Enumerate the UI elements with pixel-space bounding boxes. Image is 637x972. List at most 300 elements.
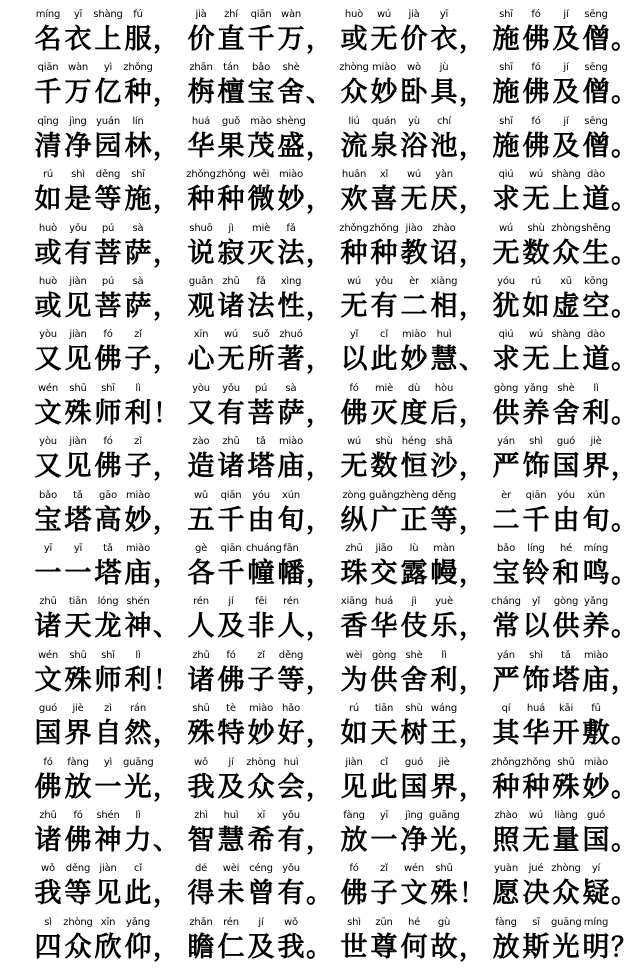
char-cell <box>216 648 246 698</box>
pinyin-annotation: yǒu <box>375 276 393 287</box>
char-cell <box>186 381 216 431</box>
char-cell <box>369 488 399 538</box>
char-cell <box>429 648 459 698</box>
pinyin-annotation: jì <box>411 596 417 607</box>
hanzi-character: 明 <box>582 932 610 963</box>
char-cell <box>429 114 459 164</box>
pinyin-annotation: shī <box>131 169 145 180</box>
pinyin-annotation: cǐ <box>134 863 142 874</box>
pinyin-annotation: zǐ <box>257 650 265 661</box>
hanzi-character: 珠 <box>340 558 368 589</box>
char-cell <box>581 7 611 57</box>
char-cell <box>369 701 399 751</box>
char-cell <box>63 594 93 644</box>
hanzi-character: 塔 <box>94 558 122 589</box>
char-cell <box>246 541 282 591</box>
char-cell <box>339 274 369 324</box>
hanzi-character: 无 <box>522 344 550 375</box>
hanzi-character: 上 <box>552 184 580 215</box>
pinyin-annotation: miào <box>249 703 273 714</box>
punctuation-mark: 。 <box>611 185 637 215</box>
hanzi-character: 广 <box>370 505 398 536</box>
hanzi-character: 养 <box>522 398 550 429</box>
hanzi-character: 宝 <box>34 505 62 536</box>
char-cell <box>33 274 63 324</box>
pinyin-annotation: lì <box>135 650 141 661</box>
hanzi-character: 种 <box>124 77 152 108</box>
hanzi-character: 施 <box>492 131 520 162</box>
char-cell <box>33 7 63 57</box>
hanzi-character: 以 <box>522 611 550 642</box>
hanzi-character: 世 <box>340 932 368 963</box>
hanzi-character: 僧 <box>582 24 610 55</box>
char-cell <box>93 808 123 858</box>
pinyin-annotation: zì <box>104 703 112 714</box>
pinyin-annotation: shū <box>69 650 87 661</box>
char-cell <box>63 114 93 164</box>
hanzi-character: 一 <box>370 825 398 856</box>
pinyin-annotation: yī <box>43 543 53 554</box>
hanzi-character: 利 <box>582 398 610 429</box>
pinyin-annotation: yì <box>103 757 113 768</box>
pinyin-annotation: wò <box>407 62 421 73</box>
pinyin-annotation: wǒ <box>41 863 55 874</box>
hanzi-character: 我 <box>277 932 305 963</box>
punctuation-mark: ！ <box>459 879 486 909</box>
hanzi-character: 及 <box>247 932 275 963</box>
punctuation-mark: ， <box>153 25 180 55</box>
char-cell <box>551 381 581 431</box>
hanzi-character: 数 <box>522 238 550 269</box>
pinyin-annotation: yuàn <box>494 863 518 874</box>
verse-line <box>0 861 637 914</box>
punctuation-mark: ， <box>153 78 180 108</box>
hanzi-character: 施 <box>492 24 520 55</box>
punctuation-mark: ， <box>153 933 180 963</box>
hanzi-character: 何 <box>400 932 428 963</box>
pinyin-annotation: qiú <box>498 169 514 180</box>
char-cell <box>581 488 611 538</box>
punctuation-mark: 。 <box>611 239 637 269</box>
char-cell <box>521 808 551 858</box>
hanzi-character: 妙 <box>277 184 305 215</box>
punctuation-mark: ， <box>153 559 180 589</box>
char-cell <box>216 114 246 164</box>
hanzi-character: 饰 <box>522 665 550 696</box>
pinyin-annotation: jí <box>563 62 569 73</box>
char-cell <box>246 808 276 858</box>
hanzi-character: 文 <box>34 398 62 429</box>
pinyin-annotation: zhǒng <box>521 757 551 768</box>
pinyin-annotation: quán <box>371 116 397 127</box>
pinyin-annotation: shàng <box>551 169 581 180</box>
char-cell <box>581 701 611 751</box>
pinyin-annotation: zhǒng <box>123 62 153 73</box>
punctuation-mark: 。 <box>611 292 637 322</box>
pinyin-annotation: xīn <box>100 917 116 928</box>
char-cell <box>491 541 521 591</box>
pinyin-annotation: qiān <box>250 9 272 20</box>
hanzi-character: 千 <box>34 77 62 108</box>
hanzi-character: 常 <box>492 611 520 642</box>
hanzi-character: 仁 <box>217 932 245 963</box>
hanzi-character: 严 <box>492 665 520 696</box>
char-cell <box>246 60 276 110</box>
pinyin-annotation: miè <box>374 383 394 394</box>
char-cell <box>216 808 246 858</box>
punctuation-mark: 、 <box>153 612 180 642</box>
char-cell <box>339 541 369 591</box>
hanzi-character: 后 <box>430 398 458 429</box>
punctuation-mark: ， <box>153 292 180 322</box>
hanzi-character: 檀 <box>217 77 245 108</box>
pinyin-annotation: fū <box>591 703 601 714</box>
char-cell <box>429 915 459 965</box>
hanzi-character: 佛 <box>522 131 550 162</box>
pinyin-annotation: bǎo <box>39 490 57 501</box>
hanzi-character: 如 <box>34 184 62 215</box>
pinyin-annotation: lù <box>409 543 419 554</box>
char-cell <box>216 861 246 911</box>
pinyin-annotation: wēi <box>252 169 270 180</box>
punctuation-mark: ， <box>459 773 486 803</box>
char-cell <box>186 274 216 324</box>
punctuation-mark: ！ <box>153 666 180 696</box>
hanzi-character: 性 <box>277 291 305 322</box>
pinyin-annotation: yóu <box>252 490 270 501</box>
char-cell <box>581 861 611 911</box>
hanzi-character: 无 <box>340 451 368 482</box>
char-cell <box>339 167 369 217</box>
hanzi-character: 或 <box>340 24 368 55</box>
punctuation-mark: ， <box>153 239 180 269</box>
hanzi-character: 利 <box>430 665 458 696</box>
hanzi-character: 愿 <box>492 878 520 909</box>
char-cell <box>33 381 63 431</box>
char-cell <box>491 114 521 164</box>
hanzi-character: 界 <box>430 772 458 803</box>
pinyin-annotation: líng <box>527 543 545 554</box>
punctuation-mark: ， <box>459 239 486 269</box>
hanzi-character: 一 <box>64 558 92 589</box>
pinyin-annotation: shè <box>282 62 300 73</box>
hanzi-character: 有 <box>277 825 305 856</box>
punctuation-mark: 、 <box>153 826 180 856</box>
hanzi-character: 有 <box>217 398 245 429</box>
char-cell <box>399 327 429 377</box>
pinyin-annotation: shū <box>69 383 87 394</box>
char-cell <box>339 648 369 698</box>
char-cell <box>581 221 611 271</box>
char-cell <box>369 60 399 110</box>
pinyin-annotation: sēng <box>584 116 608 127</box>
char-cell <box>551 7 581 57</box>
pinyin-annotation: rán <box>130 703 146 714</box>
pinyin-annotation: guāng <box>551 917 582 928</box>
pinyin-annotation: shì <box>529 436 543 447</box>
hanzi-character: 子 <box>370 878 398 909</box>
char-cell <box>33 327 63 377</box>
hanzi-character: 或 <box>34 238 62 269</box>
pinyin-annotation: guó <box>38 703 58 714</box>
pinyin-annotation: tiān <box>68 596 88 607</box>
hanzi-character: 仰 <box>124 932 152 963</box>
pinyin-annotation: lì <box>135 383 141 394</box>
hanzi-character: 盛 <box>277 131 305 162</box>
char-cell <box>551 755 581 805</box>
pinyin-annotation: dù <box>407 383 421 394</box>
hanzi-character: 慧 <box>430 344 458 375</box>
hanzi-character: 无 <box>217 344 245 375</box>
hanzi-character: 佛 <box>64 825 92 856</box>
char-cell <box>186 808 216 858</box>
hanzi-character: 妙 <box>582 772 610 803</box>
char-cell <box>33 755 63 805</box>
punctuation-mark: ！ <box>153 399 180 429</box>
pinyin-annotation: fó <box>531 62 541 73</box>
char-cell <box>399 755 429 805</box>
hanzi-character: 乐 <box>430 611 458 642</box>
char-cell <box>63 808 93 858</box>
hanzi-character: 茂 <box>247 131 275 162</box>
pinyin-annotation: shā <box>435 436 453 447</box>
verse-line <box>0 381 637 434</box>
char-cell <box>581 167 611 217</box>
pinyin-annotation: èr <box>409 276 419 287</box>
pinyin-annotation: jiàn <box>345 757 363 768</box>
hanzi-character: 幢 <box>247 558 275 589</box>
hanzi-character: 旬 <box>582 505 610 536</box>
hanzi-character: 四 <box>34 932 62 963</box>
hanzi-character: 千 <box>217 558 245 589</box>
pinyin-annotation: lì <box>135 810 141 821</box>
char-cell <box>276 861 306 911</box>
hanzi-character: 人 <box>277 611 305 642</box>
char-cell <box>399 114 429 164</box>
pinyin-annotation: wú <box>376 9 392 20</box>
char-cell <box>216 167 246 217</box>
punctuation-mark: ， <box>459 666 486 696</box>
pinyin-annotation: pú <box>101 223 115 234</box>
pinyin-annotation: zòng <box>342 490 366 501</box>
pinyin-annotation: děng <box>65 863 91 874</box>
char-cell <box>581 808 611 858</box>
char-cell <box>246 594 276 644</box>
hanzi-character: 文 <box>400 878 428 909</box>
pinyin-annotation: tǎ <box>561 650 571 661</box>
hanzi-character: 喜 <box>370 184 398 215</box>
pinyin-annotation: shī <box>101 650 115 661</box>
pinyin-annotation: yǒu <box>282 863 300 874</box>
char-cell <box>399 648 429 698</box>
hanzi-character: 见 <box>64 451 92 482</box>
hanzi-character: 及 <box>217 611 245 642</box>
char-cell <box>93 861 123 911</box>
pinyin-annotation: zhǒng <box>339 223 369 234</box>
hanzi-character: 妙 <box>370 77 398 108</box>
char-cell <box>429 274 459 324</box>
char-cell <box>551 808 581 858</box>
pinyin-annotation: tǎ <box>73 490 83 501</box>
char-cell <box>521 541 551 591</box>
char-cell <box>123 167 153 217</box>
pinyin-annotation: sēng <box>584 62 608 73</box>
hanzi-character: 池 <box>430 131 458 162</box>
pinyin-annotation: jí <box>228 596 234 607</box>
char-cell <box>369 755 399 805</box>
punctuation-mark: ， <box>611 666 637 696</box>
pinyin-annotation: huān <box>341 169 367 180</box>
pinyin-annotation: wú <box>528 810 544 821</box>
hanzi-character: 及 <box>552 77 580 108</box>
hanzi-character: 王 <box>430 718 458 749</box>
hanzi-character: 庙 <box>277 451 305 482</box>
char-cell <box>339 60 369 110</box>
hanzi-character: 道 <box>582 184 610 215</box>
char-cell <box>123 915 153 965</box>
pinyin-annotation: wén <box>37 650 59 661</box>
char-cell <box>93 60 123 110</box>
char-cell <box>551 221 581 271</box>
char-cell <box>216 60 246 110</box>
hanzi-character: 然 <box>124 718 152 749</box>
pinyin-annotation: rú <box>42 169 54 180</box>
pinyin-annotation: wú <box>528 329 544 340</box>
punctuation-mark: ， <box>306 25 333 55</box>
hanzi-character: 教 <box>400 238 428 269</box>
pinyin-annotation: shì <box>71 169 85 180</box>
pinyin-annotation: lì <box>593 383 599 394</box>
pinyin-annotation: qiú <box>498 329 514 340</box>
punctuation-mark: ， <box>306 559 333 589</box>
punctuation-mark: ， <box>306 345 333 375</box>
hanzi-character: 数 <box>370 451 398 482</box>
hanzi-character: 空 <box>582 291 610 322</box>
hanzi-character: 栴 <box>187 77 215 108</box>
pinyin-annotation: shū <box>557 757 575 768</box>
hanzi-character: 求 <box>492 344 520 375</box>
hanzi-character: 萨 <box>124 291 152 322</box>
hanzi-character: 林 <box>124 131 152 162</box>
hanzi-character: 佛 <box>522 77 550 108</box>
pinyin-annotation: suǒ <box>252 329 270 340</box>
char-cell <box>123 221 153 271</box>
punctuation-mark: ， <box>459 719 486 749</box>
pinyin-annotation: jué <box>528 863 544 874</box>
hanzi-character: 神 <box>124 611 152 642</box>
char-cell <box>186 861 216 911</box>
pinyin-annotation: shù <box>375 436 393 447</box>
char-cell <box>276 808 306 858</box>
char-cell <box>246 327 276 377</box>
pinyin-annotation: xī <box>256 810 266 821</box>
char-cell <box>521 327 551 377</box>
char-cell <box>276 274 306 324</box>
pinyin-annotation: shuō <box>189 223 213 234</box>
pinyin-annotation: zhū <box>222 276 240 287</box>
char-cell <box>521 221 551 271</box>
punctuation-mark: ， <box>459 132 486 162</box>
hanzi-character: 宝 <box>247 77 275 108</box>
pinyin-annotation: rén <box>223 917 239 928</box>
hanzi-character: 佛 <box>340 878 368 909</box>
char-cell <box>33 701 63 751</box>
char-cell <box>339 327 369 377</box>
pinyin-annotation: shèng <box>276 116 306 127</box>
char-cell <box>63 221 93 271</box>
pinyin-annotation: hòu <box>434 383 454 394</box>
punctuation-mark: ， <box>306 452 333 482</box>
char-cell <box>63 915 93 965</box>
hanzi-character: 国 <box>552 451 580 482</box>
pinyin-annotation: rú <box>348 703 360 714</box>
hanzi-character: 殊 <box>430 878 458 909</box>
char-cell <box>246 755 276 805</box>
hanzi-character: 及 <box>552 24 580 55</box>
punctuation-mark: ， <box>306 612 333 642</box>
char-cell <box>521 114 551 164</box>
char-cell <box>339 701 369 751</box>
pinyin-annotation: jià <box>408 9 420 20</box>
punctuation-mark: ， <box>459 399 486 429</box>
pinyin-annotation: shī <box>499 116 513 127</box>
char-cell <box>399 274 429 324</box>
char-cell <box>491 167 521 217</box>
hanzi-character: 瞻 <box>187 932 215 963</box>
char-cell <box>63 381 93 431</box>
hanzi-character: 生 <box>582 238 610 269</box>
pinyin-annotation: zhū <box>39 596 57 607</box>
hanzi-character: 华 <box>522 718 550 749</box>
char-cell <box>246 167 276 217</box>
punctuation-mark: 。 <box>611 78 637 108</box>
hanzi-character: 殊 <box>64 398 92 429</box>
char-cell <box>33 60 63 110</box>
pinyin-annotation: gāo <box>99 490 117 501</box>
char-cell <box>369 861 399 911</box>
char-cell <box>186 327 216 377</box>
char-cell <box>581 594 611 644</box>
hanzi-character: 天 <box>370 718 398 749</box>
char-cell <box>276 381 306 431</box>
hanzi-character: 果 <box>217 131 245 162</box>
hanzi-character: 希 <box>247 825 275 856</box>
char-cell <box>93 648 123 698</box>
hanzi-character: 正 <box>400 505 428 536</box>
char-cell <box>521 60 551 110</box>
char-cell <box>33 861 63 911</box>
punctuation-mark: ， <box>153 773 180 803</box>
char-cell <box>93 755 123 805</box>
char-cell <box>93 7 123 57</box>
char-cell <box>63 7 93 57</box>
hanzi-character: 法 <box>277 238 305 269</box>
pinyin-annotation: yì <box>103 62 113 73</box>
pinyin-annotation: sà <box>132 276 144 287</box>
hanzi-character: 又 <box>187 398 215 429</box>
hanzi-character: 尊 <box>370 932 398 963</box>
punctuation-mark: 、 <box>459 345 486 375</box>
pinyin-annotation: dào <box>587 329 605 340</box>
pinyin-annotation: yí <box>591 863 601 874</box>
char-cell <box>63 167 93 217</box>
verse-line <box>0 915 637 968</box>
char-cell <box>551 648 581 698</box>
char-cell <box>123 274 153 324</box>
char-cell <box>491 7 521 57</box>
char-cell <box>429 701 459 751</box>
pinyin-annotation: sì <box>44 917 52 928</box>
